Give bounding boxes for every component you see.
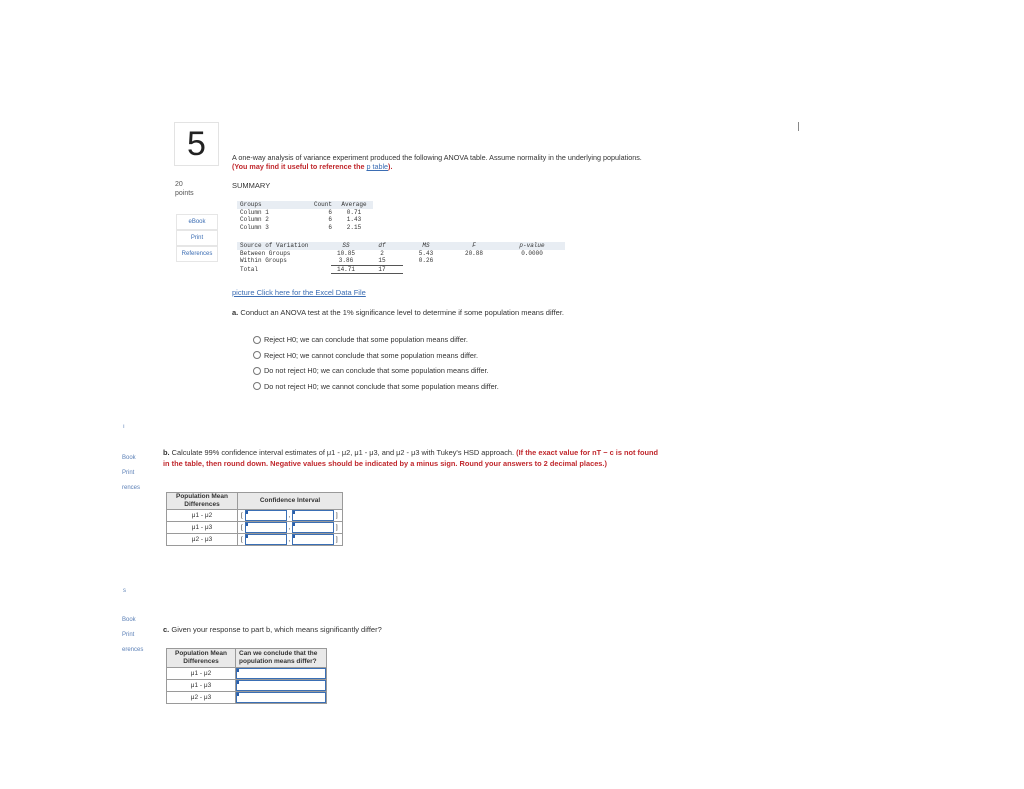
table-row [237,265,565,274]
anova-table [237,242,565,274]
radio-option[interactable] [253,363,499,379]
summary-cell: 6 [328,216,332,223]
anova-cell: 20.88 [464,249,483,257]
anova-header: MS [403,242,449,250]
anova-header: SS [331,242,361,250]
radio-label: Reject H0; we can conclude that some population means differ. [264,335,468,345]
print-link-fragment[interactable]: Print [122,632,135,638]
summary-label: SUMMARY [232,181,271,190]
radio-option[interactable] [253,332,499,348]
summary-header: Groups [237,201,299,209]
anova-cell: 14.71 [331,265,361,274]
radio-label: Do not reject H0; we cannot conclude that some population means differ. [264,381,499,391]
anova-cell [499,265,565,274]
ci-upper-input[interactable] [292,522,334,533]
table-row [167,668,327,680]
conclusion-select-cell [236,692,327,704]
ci-lower-input[interactable] [245,510,287,521]
summary-cell: Column 3 [240,223,269,231]
summary-cell: 1.43 [346,216,362,223]
fragment-marker: ı [123,424,125,430]
references-link-fragment[interactable]: erences [122,647,144,653]
anova-cell: 5.43 [418,249,434,257]
table-row [237,257,565,265]
ebook-link[interactable]: eBook [176,214,218,230]
radio-button[interactable] [253,351,261,359]
part-c-question [163,625,382,634]
ci-header-differences: Population Mean Differences [167,493,238,510]
part-a-question [232,308,564,317]
summary-cell: 2.15 [346,223,362,231]
points-block [175,180,194,198]
ebook-link-fragment[interactable]: Book [122,617,136,623]
anova-cell: 2 [380,249,384,257]
radio-button[interactable] [253,336,261,344]
anova-cell: 0.0000 [521,249,543,257]
side-links [176,214,218,262]
summary-cell: 6 [328,208,332,216]
conclusion-dropdown[interactable] [236,680,326,691]
fragment-marker: s [123,588,126,594]
table-row [237,216,373,224]
radio-label: Reject H0; we cannot conclude that some population means differ. [264,350,479,360]
conclusion-row-label: μ1 - μ2 [167,668,236,680]
ci-row-label: μ2 - μ3 [167,534,238,546]
radio-option[interactable] [253,379,499,395]
part-c-label: c. [163,625,170,634]
part-a-text: Conduct an ANOVA test at the 1% significance level to determine if some population means differ. [240,308,565,317]
question-number-box [174,122,219,166]
excel-data-link[interactable]: picture Click here for the Excel Data File [232,288,366,297]
part-a-label: a. [232,308,239,317]
table-row [237,209,373,217]
print-link[interactable]: Print [176,230,218,246]
radio-button[interactable] [253,382,261,390]
summary-cell: 0.71 [346,208,362,216]
summary-table [237,201,373,231]
text-cursor [798,122,799,131]
ci-lower-input[interactable] [245,534,287,545]
ebook-link-fragment[interactable]: Book [122,455,136,461]
conclusion-row-label: μ2 - μ3 [167,692,236,704]
conclusion-header-question: Can we conclude that the population means differ? [236,649,327,668]
radio-option[interactable] [253,348,499,364]
anova-header: Source of Variation [237,242,331,250]
question-prompt [232,153,752,171]
ci-input-cell: [ , ] [238,522,343,534]
conclusion-table [166,648,327,704]
summary-cell: Column 1 [240,208,269,216]
anova-header: df [361,242,403,250]
ci-upper-input[interactable] [292,534,334,545]
table-row [167,680,327,692]
anova-cell: Within Groups [240,257,287,265]
points-value: 20 [175,181,183,188]
radio-button[interactable] [253,367,261,375]
ci-header-interval: Confidence Interval [238,493,343,510]
anova-cell [449,257,499,265]
anova-cell: 15 [361,257,403,265]
prompt-note-suffix: ). [388,162,393,171]
anova-cell [403,265,449,274]
anova-cell: 3.86 [331,257,361,265]
anova-cell [499,257,565,265]
anova-cell: 17 [361,265,403,274]
prompt-text: A one-way analysis of variance experiment produced the following ANOVA table. Assume normality in the underlying populations. [232,153,642,162]
confidence-interval-table [166,492,343,546]
ci-input-cell: [ , ] [238,534,343,546]
part-c-text: Given your response to part b, which means significantly differ? [171,625,382,634]
table-row [167,522,343,534]
conclusion-header-differences: Population Mean Differences [167,649,236,668]
conclusion-dropdown[interactable] [236,668,326,679]
summary-cell: Column 2 [240,216,269,223]
part-b-label: b. [163,448,170,457]
part-b-text: Calculate 99% confidence interval estimates of μ1 - μ2, μ1 - μ3, and μ2 - μ3 with Tukey's HSD approach. [171,448,515,457]
conclusion-select-cell [236,668,327,680]
radio-label: Do not reject H0; we can conclude that some population means differ. [264,366,489,376]
summary-header: Count [299,201,335,209]
part-a-options [253,332,499,394]
question-number: 5 [187,124,206,163]
conclusion-row-label: μ1 - μ3 [167,680,236,692]
table-row [237,250,565,258]
ci-input-cell: [ , ] [238,510,343,522]
table-row [167,534,343,546]
p-table-link[interactable]: p table [366,162,389,171]
part-b-side-links [122,451,140,496]
points-label: points [175,190,194,197]
anova-cell: 0.26 [418,257,434,265]
anova-cell: Between Groups [240,249,291,257]
anova-cell: Total [240,265,259,273]
ci-row-label: μ1 - μ2 [167,510,238,522]
conclusion-select-cell [236,680,327,692]
ci-upper-input[interactable] [292,510,334,521]
anova-cell [449,265,499,274]
part-c-side-links [122,613,143,658]
table-row [167,692,327,704]
anova-cell: 10.85 [336,249,355,257]
summary-cell: 6 [328,223,332,231]
print-link-fragment[interactable]: Print [122,470,135,476]
table-row [237,224,373,232]
summary-header: Average [335,201,373,209]
conclusion-dropdown[interactable] [236,692,326,703]
anova-header: p-value [499,242,565,250]
anova-header: F [449,242,499,250]
ci-lower-input[interactable] [245,522,287,533]
references-link[interactable]: References [176,246,218,262]
part-b-question [163,447,663,469]
prompt-note [232,162,752,171]
table-row [167,510,343,522]
references-link-fragment[interactable]: rences [122,485,141,491]
part-b-instruction: (If the exact value for nT − c is not found in the table, then round down. Negative values should be indicated by a minus sign. Round your answers to 2 decimal places.) [163,448,659,468]
ci-row-label: μ1 - μ3 [167,522,238,534]
prompt-note-prefix: (You may find it useful to reference the [232,162,367,171]
